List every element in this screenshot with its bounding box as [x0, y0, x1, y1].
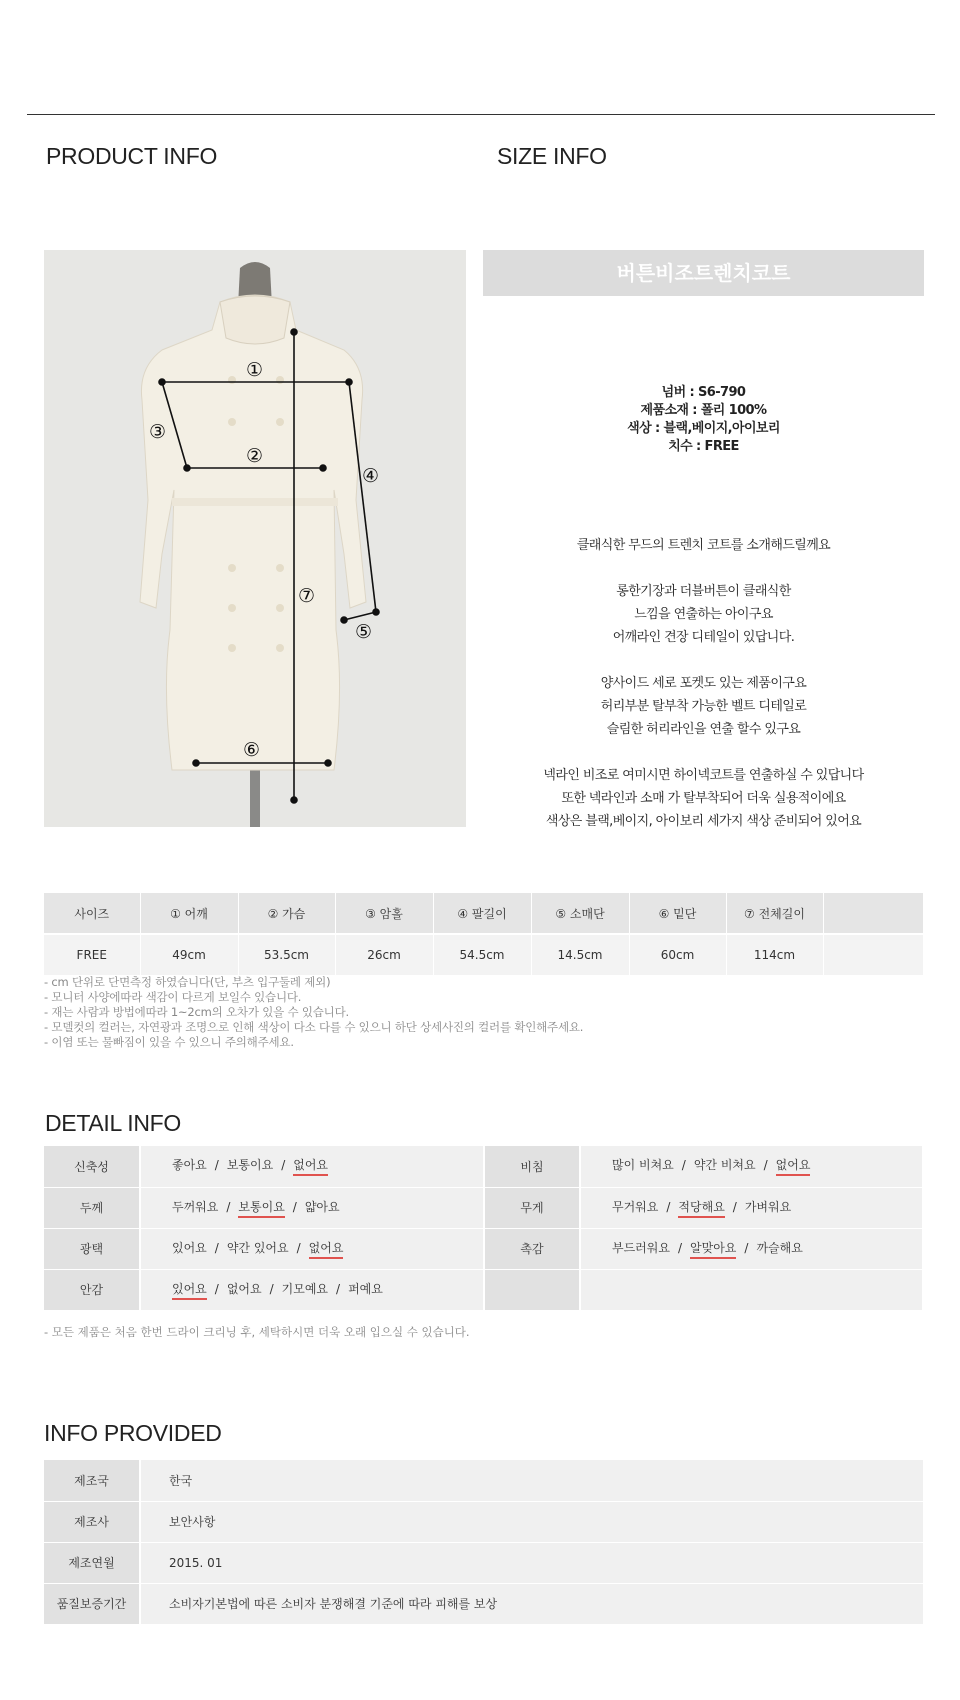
option-separator: / — [281, 1158, 286, 1173]
detail-options — [140, 1146, 484, 1187]
size-cell: FREE — [44, 934, 140, 975]
spec-color: 색상 : 블랙,베이지,아이보리 — [627, 421, 780, 436]
size-header-cell: ⑥ 밑단 — [629, 893, 726, 934]
option-separator: / — [744, 1240, 749, 1255]
desc-line: 롱한기장과 더블버튼이 클래식한 — [616, 584, 791, 599]
detail-option-selected: 없어요 — [293, 1156, 328, 1176]
detail-option: 퍼예요 — [348, 1281, 383, 1296]
detail-options — [580, 1187, 923, 1228]
detail-label: 무게 — [484, 1187, 580, 1228]
option-separator: / — [681, 1158, 686, 1173]
size-header-cell: 사이즈 — [44, 893, 140, 934]
detail-options — [140, 1269, 484, 1310]
detail-table — [44, 1146, 924, 1311]
info-provided-heading: INFO PROVIDED — [44, 1420, 222, 1446]
desc-line: 넥라인 비조로 여미시면 하이넥코트를 연출하실 수 있답니다 — [543, 768, 864, 783]
info-label: 제조연월 — [44, 1542, 140, 1583]
size-cell: 53.5cm — [238, 934, 335, 975]
detail-option: 얇아요 — [304, 1199, 340, 1214]
detail-label — [484, 1269, 580, 1310]
product-info-heading: PRODUCT INFO — [46, 143, 218, 169]
detail-option: 보통이요 — [226, 1158, 274, 1173]
detail-option: 없어요 — [226, 1281, 262, 1296]
marker-2: ② — [246, 445, 264, 467]
detail-label: 비침 — [484, 1146, 580, 1187]
info-table — [44, 1460, 923, 1625]
option-separator: / — [677, 1240, 683, 1255]
product-description — [483, 534, 924, 856]
table-row — [44, 1583, 923, 1624]
coat-illustration — [44, 250, 466, 827]
spec-material: 제품소재 : 폴리 100% — [640, 403, 767, 418]
info-value: 2015. 01 — [140, 1542, 923, 1583]
option-separator: / — [226, 1199, 231, 1214]
detail-label: 광택 — [44, 1228, 140, 1269]
detail-option: 약간 비쳐요 — [693, 1158, 756, 1173]
desc-line: 클래식한 무드의 트렌치 코트를 소개해드릴께요 — [576, 538, 831, 553]
table-row — [44, 1460, 923, 1501]
product-specs — [483, 384, 924, 456]
desc-line: 또한 넥라인과 소매 가 탈부착되어 더욱 실용적이에요 — [561, 791, 846, 806]
note-line: - 이염 또는 물빠짐이 있을 수 있으니 주의해주세요. — [44, 1035, 294, 1049]
size-cell: 49cm — [140, 934, 238, 975]
option-separator: / — [214, 1240, 219, 1255]
option-separator: / — [214, 1281, 219, 1296]
detail-option: 좋아요 — [172, 1158, 207, 1173]
size-notes — [44, 975, 924, 1050]
info-value: 보안사항 — [140, 1501, 923, 1542]
detail-option-selected: 적당해요 — [678, 1198, 724, 1218]
size-table — [44, 893, 924, 975]
option-separator: / — [292, 1199, 297, 1214]
note-line: - 재는 사람과 방법에따라 1~2cm의 오차가 있을 수 있습니다. — [44, 1005, 349, 1019]
info-label: 품질보증기간 — [44, 1583, 140, 1624]
table-row — [44, 1187, 923, 1228]
size-header-cell: ⑦ 전체길이 — [726, 893, 823, 934]
info-value: 소비자기본법에 따른 소비자 분쟁해결 기준에 따라 피해를 보상 — [140, 1583, 923, 1624]
spec-number: 넘버 : S6-790 — [661, 385, 746, 400]
option-separator: / — [296, 1240, 301, 1255]
size-header-cell: ① 어깨 — [140, 893, 238, 934]
option-separator: / — [666, 1199, 671, 1214]
option-separator: / — [763, 1158, 768, 1173]
detail-label: 신축성 — [44, 1146, 140, 1187]
size-header-cell: ③ 암홀 — [335, 893, 433, 934]
detail-options — [140, 1187, 484, 1228]
detail-option: 부드러워요 — [612, 1240, 670, 1255]
product-photo — [44, 250, 466, 827]
size-cell: 114cm — [726, 934, 823, 975]
size-cell: 14.5cm — [531, 934, 629, 975]
desc-line: 허리부분 탈부착 가능한 벨트 디테일로 — [600, 699, 807, 714]
detail-label: 두께 — [44, 1187, 140, 1228]
detail-option: 많이 비쳐요 — [612, 1158, 674, 1173]
spec-size: 치수 : FREE — [668, 439, 739, 454]
detail-option-selected: 있어요 — [172, 1280, 207, 1300]
info-label: 제조사 — [44, 1501, 140, 1542]
size-info-heading: SIZE INFO — [497, 143, 607, 169]
detail-options — [580, 1269, 923, 1310]
option-separator: / — [732, 1199, 737, 1214]
note-line: - 모델컷의 컬러는, 자연광과 조명으로 인해 색상이 다소 다를 수 있으니 하단 상세사진의 컬러를 확인해주세요. — [44, 1020, 584, 1034]
detail-option: 약간 있어요 — [226, 1240, 289, 1255]
detail-options — [140, 1228, 484, 1269]
size-table-header — [44, 893, 923, 934]
marker-4: ④ — [362, 465, 380, 487]
desc-line: 양사이드 세로 포켓도 있는 제품이구요 — [600, 676, 807, 691]
marker-3: ③ — [149, 421, 167, 443]
size-header-cell: ⑤ 소매단 — [531, 893, 629, 934]
table-row — [44, 1542, 923, 1583]
top-divider — [27, 114, 935, 115]
detail-label: 촉감 — [484, 1228, 580, 1269]
info-label: 제조국 — [44, 1460, 140, 1501]
detail-info-heading: DETAIL INFO — [45, 1110, 181, 1136]
size-cell — [823, 934, 923, 975]
detail-option: 있어요 — [172, 1240, 207, 1255]
size-cell: 26cm — [335, 934, 433, 975]
marker-6: ⑥ — [243, 739, 261, 761]
option-separator: / — [269, 1281, 274, 1296]
detail-option: 가벼워요 — [744, 1199, 792, 1214]
detail-options — [580, 1228, 923, 1269]
option-separator: / — [336, 1281, 341, 1296]
care-note: - 모든 제품은 처음 한번 드라이 크리닝 후, 세탁하시면 더욱 오래 입으실 수 있습니다. — [44, 1325, 470, 1339]
detail-option: 까슬해요 — [756, 1240, 803, 1255]
table-row — [44, 1501, 923, 1542]
marker-7: ⑦ — [298, 585, 316, 607]
desc-line: 슬림한 허리라인을 연출 할수 있구요 — [606, 722, 801, 737]
detail-option-selected: 알맞아요 — [690, 1239, 736, 1259]
detail-option: 기모예요 — [281, 1281, 329, 1296]
desc-line: 느낌을 연출하는 아이구요 — [634, 607, 773, 622]
info-value: 한국 — [140, 1460, 923, 1501]
marker-1: ① — [246, 359, 264, 381]
detail-label: 안감 — [44, 1269, 140, 1310]
detail-option: 두꺼워요 — [172, 1199, 219, 1214]
desc-line: 어깨라인 견장 디테일이 있답니다. — [612, 630, 795, 645]
table-row — [44, 1269, 923, 1310]
size-cell: 54.5cm — [433, 934, 531, 975]
size-header-cell: ② 가슴 — [238, 893, 335, 934]
detail-option-selected: 보통이요 — [238, 1198, 284, 1218]
size-header-cell: ④ 팔길이 — [433, 893, 531, 934]
option-separator: / — [214, 1158, 219, 1173]
detail-option-selected: 없어요 — [776, 1156, 811, 1176]
product-name-bar: 버튼비조트렌치코트 — [483, 250, 924, 296]
note-line: - cm 단위로 단면측정 하였습니다(단, 부츠 입구둘레 제외) — [44, 975, 331, 989]
table-row — [44, 1228, 923, 1269]
detail-options — [580, 1146, 923, 1187]
desc-line: 색상은 블랙,베이지, 아이보리 세가지 색상 준비되어 있어요 — [545, 814, 862, 829]
detail-option: 무거워요 — [612, 1199, 659, 1214]
marker-5: ⑤ — [355, 621, 373, 643]
detail-option-selected: 없어요 — [309, 1239, 344, 1259]
note-line: - 모니터 사양에따라 색감이 다르게 보일수 있습니다. — [44, 990, 302, 1004]
table-row — [44, 1146, 923, 1187]
size-cell: 60cm — [629, 934, 726, 975]
table-row — [44, 934, 923, 975]
size-header-cell — [823, 893, 923, 934]
